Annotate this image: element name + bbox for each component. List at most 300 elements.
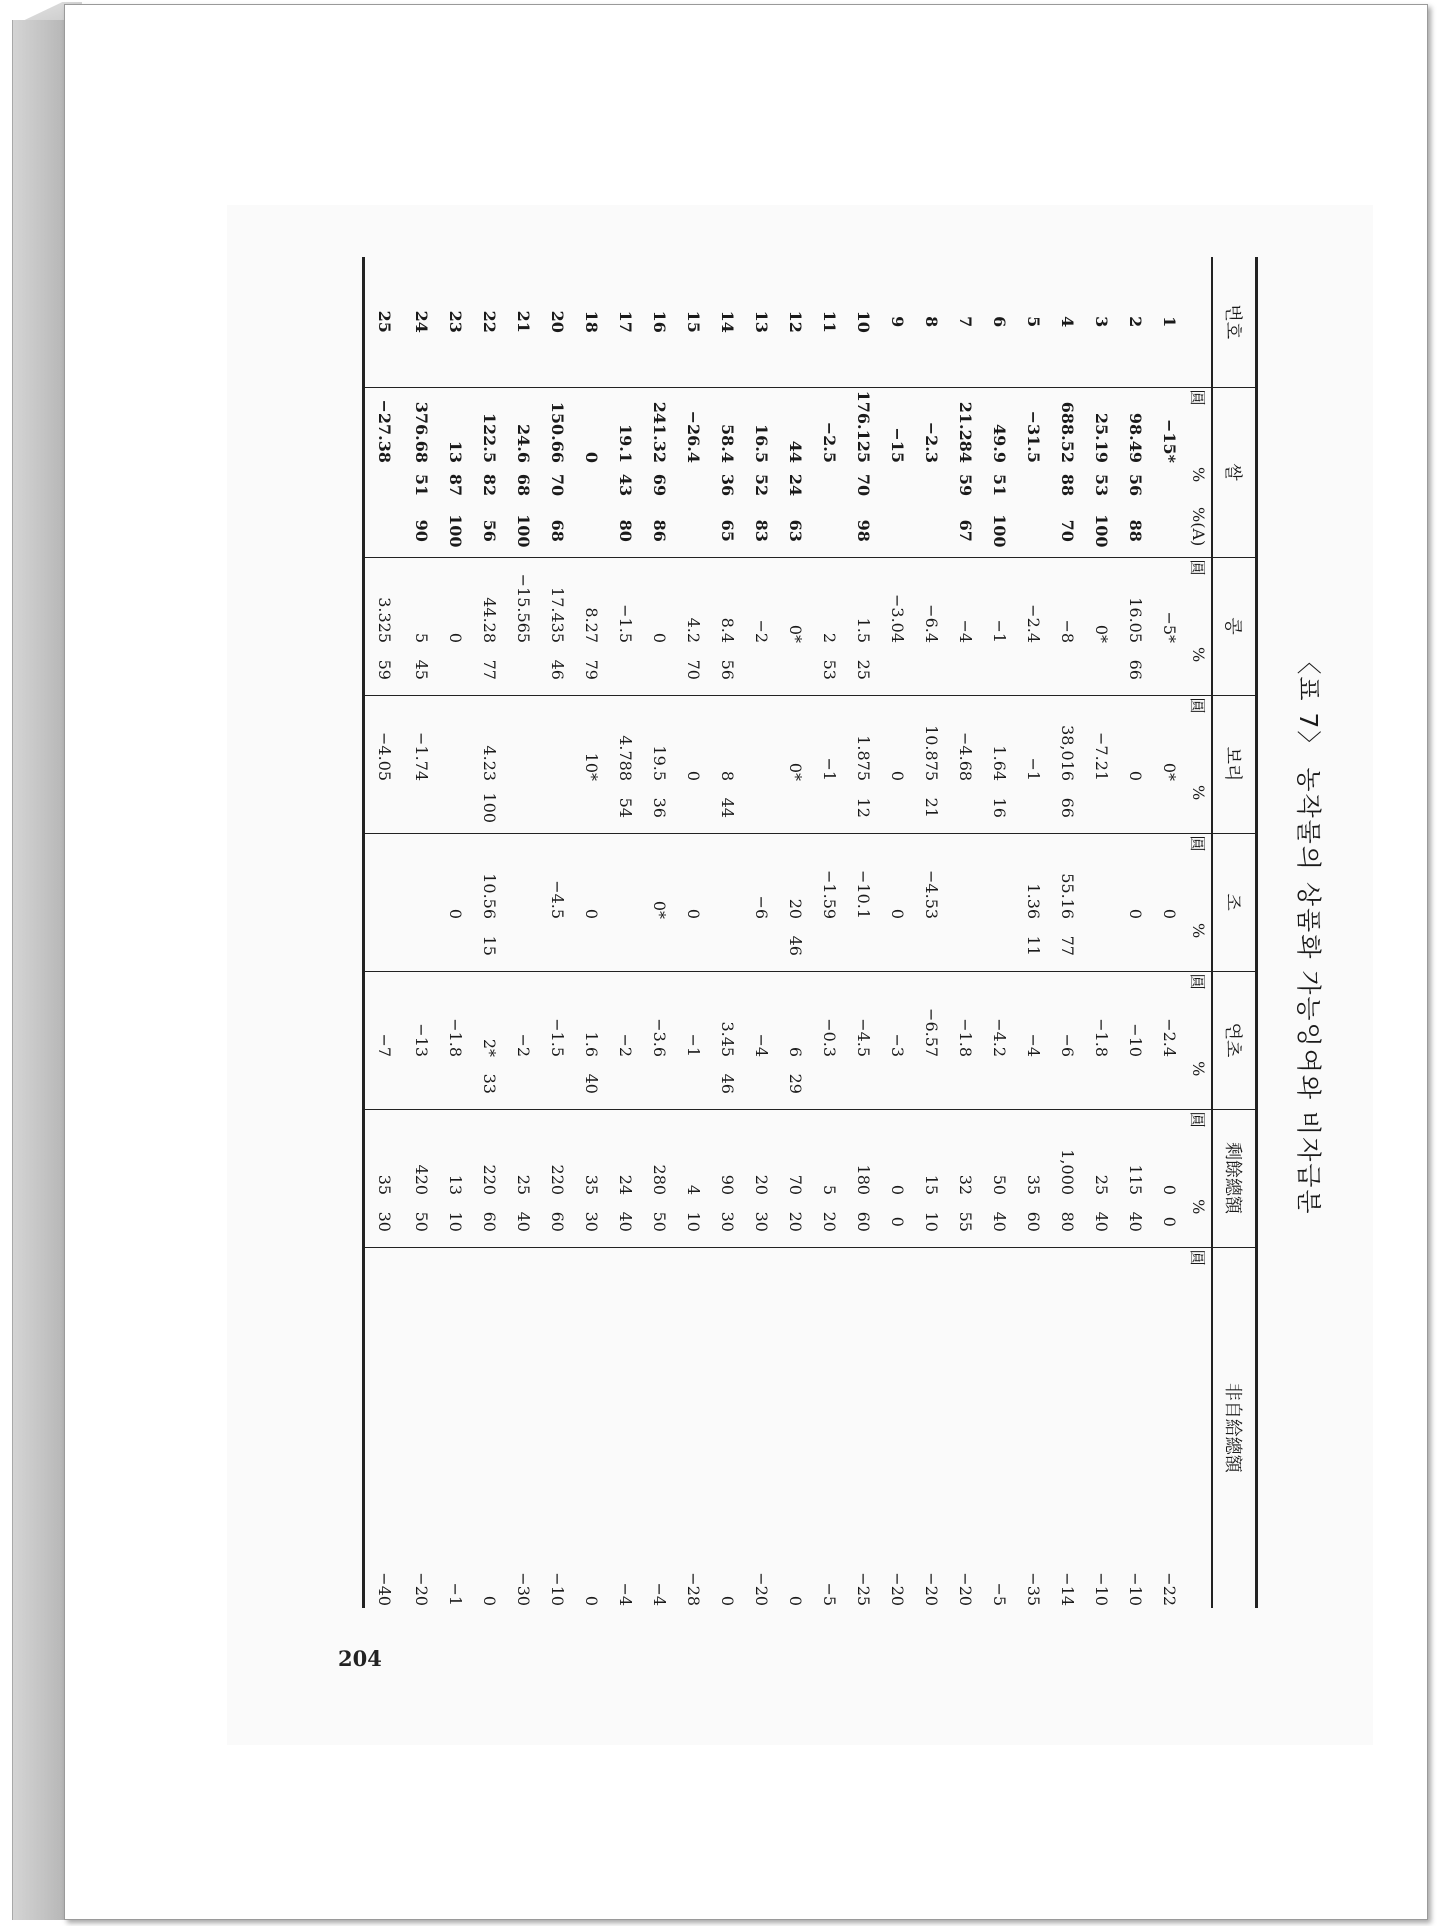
cell-millet-pct: 15 [480,935,500,956]
cell-surplus-won: 180 [847,1109,881,1197]
cell-surplus-won: 25 [507,1109,541,1197]
row-number: 21 [514,310,534,333]
table-row [405,257,439,1608]
cell-millet-pct [405,921,439,971]
cell-surplus-pct: 60 [480,1211,500,1232]
row-number: 24 [412,310,432,333]
unit-won: 圓 [1187,971,1212,1059]
cell-non-self-supply-won: −10 [1085,1247,1119,1608]
cell-non-self-supply-won: −28 [677,1247,711,1608]
cell-millet-pct [507,921,541,971]
cell-tobacco-won: −0.3 [813,971,847,1059]
cell-soybean-pct [609,645,643,695]
cell-soybean-won: 8.27 [575,557,609,645]
cell-soybean-won: 0* [779,557,813,645]
cell-surplus-won: 25 [1085,1109,1119,1197]
cell-soybean-won: 4.2 [677,557,711,645]
table-row [643,257,677,1608]
cell-rice-pct: 24 [786,473,806,497]
cell-tobacco-pct [881,1059,915,1109]
cell-millet-pct [1085,921,1119,971]
cell-non-self-supply-won: −5 [813,1247,847,1608]
cell-barley-pct: 100 [480,792,500,824]
cell-soybean-won: 0* [1085,557,1119,645]
cell-millet-pct [915,921,949,971]
cell-surplus-pct: 80 [1058,1211,1078,1232]
cell-rice-pct [881,465,915,505]
cell-rice-pct: 68 [514,473,534,497]
cell-millet-won [405,833,439,921]
cell-barley-pct [439,783,473,833]
cell-barley-won: 4.23 [473,695,507,783]
cell-rice-pct-a: 83 [752,519,772,542]
cell-tobacco-pct [813,1059,847,1109]
cell-tobacco-won: 3.45 [711,971,745,1059]
cell-rice-pct: 69 [650,473,670,497]
unit-pct: % [1189,923,1209,939]
row-number: 1 [1160,316,1180,328]
cell-soybean-pct: 79 [582,659,602,680]
cell-rice-pct-a: 98 [854,519,874,542]
cell-rice-pct: 36 [718,473,738,497]
cell-soybean-pct [1153,645,1187,695]
header-soybean: 콩 [1212,557,1257,695]
cell-soybean-pct [915,645,949,695]
unit-pct: % [1189,647,1209,663]
cell-millet-pct [983,921,1017,971]
cell-rice-pct-a: 100 [990,514,1010,548]
cell-non-self-supply-won: −22 [1153,1247,1187,1608]
cell-rice-pct: 88 [1058,473,1078,497]
cell-tobacco-won: −1 [677,971,711,1059]
cell-rice-pct: 70 [548,473,568,497]
cell-non-self-supply-won: 0 [575,1247,609,1608]
cell-rice-pct-a: 88 [1126,519,1146,542]
cell-rice-pct-a: 86 [650,519,670,542]
cell-soybean-pct [439,645,473,695]
cell-non-self-supply-won: 0 [711,1247,745,1608]
cell-surplus-won: 420 [405,1109,439,1197]
cell-surplus-pct: 40 [990,1211,1010,1232]
cell-surplus-won: 220 [541,1109,575,1197]
cell-surplus-pct: 20 [820,1211,840,1232]
header-no: 번호 [1212,257,1257,387]
cell-surplus-pct: 10 [684,1211,704,1232]
cell-non-self-supply-won: −25 [847,1247,881,1608]
cell-barley-pct: 16 [990,797,1010,818]
table-row [439,257,473,1608]
cell-rice-won: 122.5 [473,387,507,465]
cell-surplus-won: 0 [1153,1109,1187,1197]
cell-tobacco-won: 2* [473,971,507,1059]
cell-millet-pct [541,921,575,971]
cell-barley-pct [575,783,609,833]
header-surplus-total: 剩餘總額 [1212,1109,1257,1247]
unit-won: 圓 [1187,1247,1212,1608]
cell-tobacco-pct [949,1059,983,1109]
cell-rice-pct-a: 70 [1058,519,1078,542]
unit-pct: % [1189,467,1209,483]
cell-rice-pct-a: 65 [718,519,738,542]
cell-tobacco-pct [1051,1059,1085,1109]
cell-rice-pct: 53 [1092,473,1112,497]
cell-rice-pct-a [677,505,711,557]
cell-barley-pct [364,783,406,833]
cell-rice-pct [1017,465,1051,505]
cell-non-self-supply-won: −4 [643,1247,677,1608]
cell-surplus-won: 35 [1017,1109,1051,1197]
cell-surplus-pct: 60 [854,1211,874,1232]
cell-barley-pct [949,783,983,833]
cell-millet-won: 0 [439,833,473,921]
book-spine [12,20,65,1920]
cell-barley-pct [813,783,847,833]
cell-rice-pct [677,465,711,505]
cell-tobacco-won: −2.4 [1153,971,1187,1059]
cell-surplus-won: 32 [949,1109,983,1197]
cell-tobacco-pct [1153,1059,1187,1109]
cell-rice-won: −2.3 [915,387,949,465]
page-number: 204 [338,1646,382,1671]
cell-surplus-won: 35 [364,1109,406,1197]
row-number: 20 [548,310,568,333]
table-row [813,257,847,1608]
header-row [1212,257,1257,1608]
cell-rice-pct: 70 [854,473,874,497]
table-row [1119,257,1153,1608]
header-barley: 보리 [1212,695,1257,833]
cell-rice-pct: 52 [752,473,772,497]
cell-millet-pct [643,921,677,971]
cell-barley-pct: 54 [616,797,636,818]
cell-soybean-pct: 59 [364,645,406,695]
cell-barley-won: −4.05 [364,695,406,783]
row-number: 14 [718,310,738,333]
cell-barley-won: 0 [677,695,711,783]
cell-rice-pct: 43 [616,473,636,497]
cell-millet-won: −6 [745,833,779,921]
row-number: 18 [582,310,602,333]
cell-barley-pct: 36 [650,797,670,818]
cell-tobacco-pct [643,1059,677,1109]
unit-won: 圓 [1187,695,1212,783]
cell-rice-won: 25.19 [1085,387,1119,465]
cell-barley-won [745,695,779,783]
cell-tobacco-won: −1.8 [1085,971,1119,1059]
cell-tobacco-pct [745,1059,779,1109]
cell-rice-pct: 51 [990,473,1010,497]
cell-rice-pct-a: 90 [412,519,432,542]
table-row [745,257,779,1608]
cell-rice-won: 13 [439,387,473,465]
cell-barley-pct [1017,783,1051,833]
cell-surplus-won: 4 [677,1109,711,1197]
cell-barley-won: 4.788 [609,695,643,783]
cell-tobacco-won: −1.5 [541,971,575,1059]
cell-tobacco-pct [507,1059,541,1109]
cell-soybean-pct [779,645,813,695]
cell-soybean-pct [1085,645,1119,695]
row-number: 6 [990,316,1010,328]
cell-soybean-won: 16.05 [1119,557,1153,645]
cell-barley-pct [541,783,575,833]
cell-rice-won: 98.49 [1119,387,1153,465]
cell-millet-won [364,833,406,921]
cell-surplus-pct: 60 [1024,1211,1044,1232]
cell-surplus-pct: 0 [888,1216,908,1227]
cell-soybean-pct [1051,645,1085,695]
cell-rice-pct [813,465,847,505]
cell-millet-won: −4.53 [915,833,949,921]
row-number: 3 [1092,316,1112,328]
cell-surplus-won: 220 [473,1109,507,1197]
cell-non-self-supply-won: −20 [949,1247,983,1608]
cell-rice-won: 376.68 [405,387,439,465]
table-row [1085,257,1119,1608]
cell-soybean-pct: 25 [854,659,874,680]
cell-millet-pct [745,921,779,971]
row-number: 10 [854,310,874,333]
table-row [847,257,881,1608]
cell-barley-won: −1.74 [405,695,439,783]
table-row [541,257,575,1608]
table-row [1017,257,1051,1608]
cell-rice-pct [915,465,949,505]
cell-millet-pct [847,921,881,971]
cell-surplus-pct: 10 [922,1211,942,1232]
unit-pct-a: %(A) [1189,507,1209,547]
cell-tobacco-pct: 33 [480,1073,500,1094]
cell-tobacco-pct [847,1059,881,1109]
cell-barley-pct [1153,783,1187,833]
cell-millet-pct [609,921,643,971]
cell-surplus-won: 90 [711,1109,745,1197]
cell-tobacco-pct [1017,1059,1051,1109]
cell-surplus-pct: 20 [786,1211,806,1232]
cell-surplus-won: 0 [881,1109,915,1197]
cell-millet-won: 10.56 [473,833,507,921]
cell-soybean-won: −6.4 [915,557,949,645]
cell-millet-pct: 77 [1058,935,1078,956]
cell-millet-won: −4.5 [541,833,575,921]
cell-rice-pct-a: 80 [616,519,636,542]
cell-millet-won: 0 [677,833,711,921]
cell-rice-pct-a: 100 [446,514,466,548]
cell-millet-won: 55.16 [1051,833,1085,921]
header-rice: 쌀 [1212,387,1257,557]
rotated-table-block [351,257,1323,1608]
cell-millet-pct [1153,921,1187,971]
table-row [1051,257,1085,1608]
cell-rice-pct-a [813,505,847,557]
cell-tobacco-pct [439,1059,473,1109]
cell-rice-pct-a: 100 [1092,514,1112,548]
cell-soybean-won: 0 [643,557,677,645]
cell-non-self-supply-won: −40 [364,1247,406,1608]
cell-non-self-supply-won: −5 [983,1247,1017,1608]
cell-surplus-won: 50 [983,1109,1017,1197]
cell-rice-won: −15 [881,387,915,465]
cell-barley-won: 0 [881,695,915,783]
cell-surplus-pct: 60 [548,1211,568,1232]
cell-non-self-supply-won: −10 [541,1247,575,1608]
cell-rice-pct-a [915,505,949,557]
cell-non-self-supply-won: −1 [439,1247,473,1608]
cell-soybean-pct: 66 [1126,659,1146,680]
cell-barley-won [541,695,575,783]
cell-tobacco-pct [609,1059,643,1109]
cell-tobacco-pct [915,1059,949,1109]
cell-soybean-won: −15.565 [507,557,541,645]
cell-barley-won: 10.875 [915,695,949,783]
cell-rice-pct [575,465,609,505]
data-table [362,257,1258,1608]
cell-surplus-pct: 30 [582,1211,602,1232]
cell-surplus-pct: 30 [752,1211,772,1232]
cell-millet-won [1085,833,1119,921]
cell-surplus-won: 115 [1119,1109,1153,1197]
unit-won: 圓 [1187,557,1212,645]
cell-rice-pct-a: 68 [548,519,568,542]
cell-millet-won: 0 [575,833,609,921]
cell-soybean-won: −3.04 [881,557,915,645]
unit-pct: % [1189,785,1209,801]
cell-tobacco-won: −2 [609,971,643,1059]
cell-tobacco-won: −6.57 [915,971,949,1059]
cell-surplus-pct: 40 [1126,1211,1146,1232]
cell-rice-pct-a [1153,505,1187,557]
cell-rice-won: −31.5 [1017,387,1051,465]
cell-tobacco-pct [405,1059,439,1109]
cell-rice-won: 241.32 [643,387,677,465]
cell-soybean-won: −2 [745,557,779,645]
row-number: 4 [1058,316,1078,328]
cell-millet-pct [711,921,745,971]
cell-barley-won: 10* [575,695,609,783]
cell-barley-pct [1085,783,1119,833]
cell-rice-won: 16.5 [745,387,779,465]
cell-rice-won: 24.6 [507,387,541,465]
cell-surplus-pct: 10 [446,1211,466,1232]
row-number: 2 [1126,316,1146,328]
cell-barley-won: 38,016 [1051,695,1085,783]
cell-barley-pct [881,783,915,833]
cell-barley-won: 0 [1119,695,1153,783]
cell-rice-pct: 59 [956,473,976,497]
cell-non-self-supply-won: −20 [745,1247,779,1608]
cell-soybean-pct: 70 [684,659,704,680]
row-number: 9 [888,316,908,328]
cell-rice-won: −26.4 [677,387,711,465]
cell-millet-won: 0* [643,833,677,921]
table-row [881,257,915,1608]
cell-millet-won [711,833,745,921]
cell-barley-won [439,695,473,783]
cell-tobacco-won: −7 [364,971,406,1059]
cell-millet-pct [364,921,406,971]
cell-barley-won [507,695,541,783]
row-number: 13 [752,310,772,333]
cell-soybean-won: 3.325 [364,557,406,645]
cell-surplus-won: 13 [439,1109,473,1197]
cell-surplus-won: 280 [643,1109,677,1197]
cell-tobacco-won: −4.5 [847,971,881,1059]
cell-rice-won: 150.66 [541,387,575,465]
cell-millet-won [983,833,1017,921]
unit-won: 圓 [1187,833,1212,921]
cell-barley-won: 1.64 [983,695,1017,783]
cell-soybean-pct [983,645,1017,695]
cell-rice-pct-a: 67 [956,519,976,542]
cell-soybean-won: 8.4 [711,557,745,645]
cell-surplus-won: 20 [745,1109,779,1197]
cell-tobacco-won: −4 [745,971,779,1059]
cell-soybean-won: 17.435 [541,557,575,645]
cell-tobacco-won: −4.2 [983,971,1017,1059]
table-row [915,257,949,1608]
cell-soybean-pct [881,645,915,695]
cell-soybean-won: −4 [949,557,983,645]
row-number: 16 [650,310,670,333]
cell-barley-pct [677,783,711,833]
cell-surplus-pct: 55 [956,1211,976,1232]
cell-rice-pct: 87 [446,473,466,497]
cell-millet-won: 20 [779,833,813,921]
header-millet: 조 [1212,833,1257,971]
cell-millet-pct [881,921,915,971]
cell-rice-pct-a [1017,505,1051,557]
unit-pct: % [1189,1199,1209,1215]
row-number: 23 [446,310,466,333]
cell-rice-won: 0 [575,387,609,465]
cell-soybean-won: 0 [439,557,473,645]
cell-tobacco-won: −2 [507,971,541,1059]
cell-barley-won: −1 [813,695,847,783]
cell-soybean-won: −1 [983,557,1017,645]
cell-rice-won: 44 [779,387,813,465]
cell-soybean-pct: 53 [820,659,840,680]
cell-non-self-supply-won: −4 [609,1247,643,1608]
cell-surplus-won: 70 [779,1109,813,1197]
cell-millet-won [609,833,643,921]
row-number: 11 [820,310,840,333]
cell-surplus-pct: 40 [616,1211,636,1232]
cell-tobacco-won: −3 [881,971,915,1059]
cell-rice-pct [364,465,406,505]
cell-surplus-pct: 30 [364,1197,406,1247]
cell-rice-pct: 56 [1126,473,1146,497]
table-row [711,257,745,1608]
cell-barley-won: 0* [779,695,813,783]
cell-tobacco-pct [1085,1059,1119,1109]
cell-soybean-won: 5 [405,557,439,645]
cell-surplus-won: 35 [575,1109,609,1197]
cell-surplus-pct: 40 [1092,1211,1112,1232]
cell-barley-pct: 66 [1058,797,1078,818]
row-number: 12 [786,310,806,333]
cell-barley-won: 8 [711,695,745,783]
unit-won: 圓 [1187,387,1212,465]
cell-barley-pct [1119,783,1153,833]
cell-tobacco-won: −1.8 [949,971,983,1059]
cell-rice-won: −15* [1153,387,1187,465]
cell-soybean-won: 44.28 [473,557,507,645]
cell-rice-won: 49.9 [983,387,1017,465]
cell-barley-pct [745,783,779,833]
cell-soybean-won: −8 [1051,557,1085,645]
cell-millet-pct [949,921,983,971]
cell-surplus-pct: 0 [1160,1216,1180,1227]
